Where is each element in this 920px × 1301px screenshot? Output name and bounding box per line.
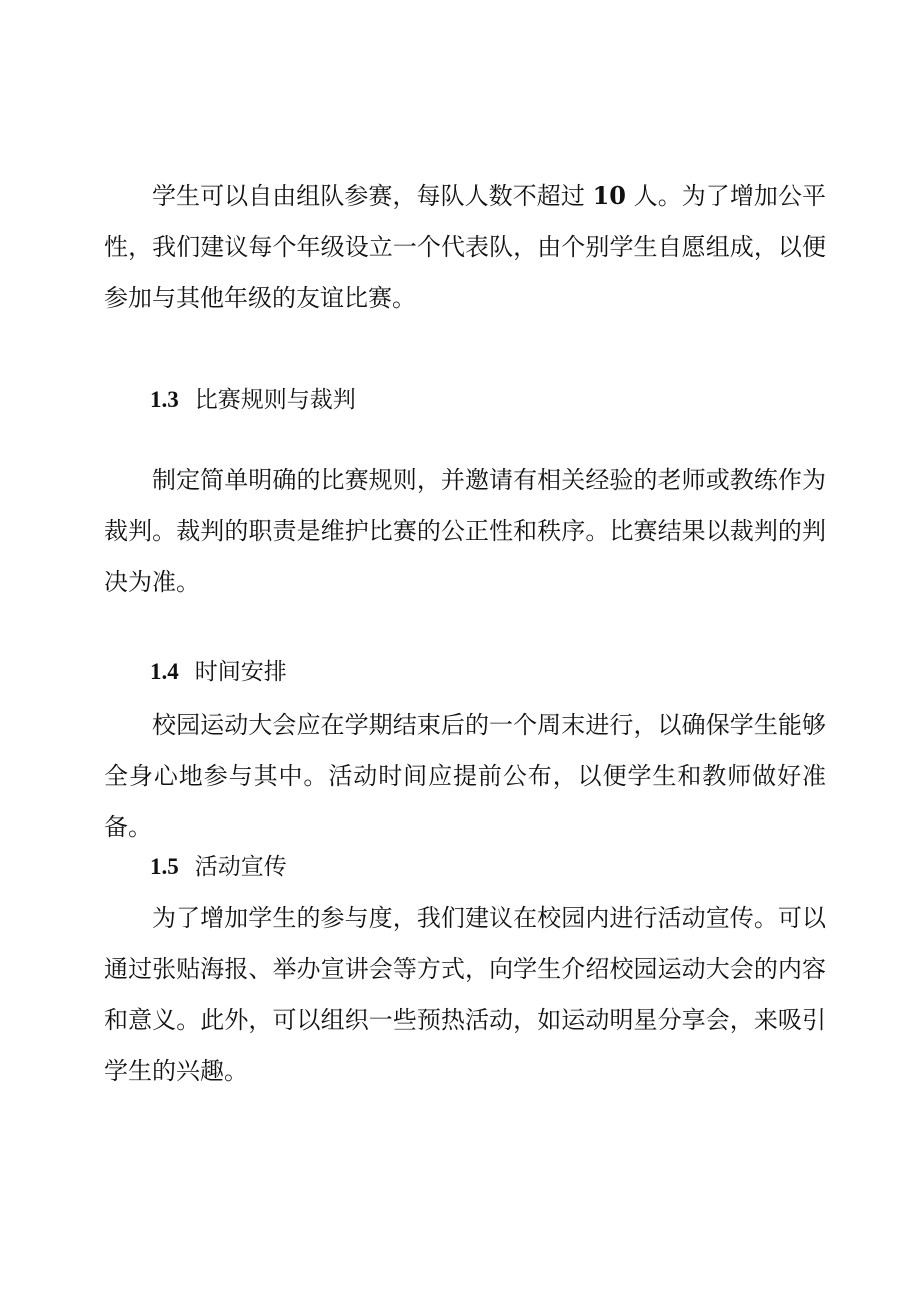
section-title: 时间安排 bbox=[194, 659, 287, 685]
section-number: 1.5 bbox=[150, 854, 179, 879]
section-title: 活动宣传 bbox=[194, 854, 287, 880]
section-heading-1-4 bbox=[150, 657, 287, 687]
section-title: 比赛规则与裁判 bbox=[194, 387, 356, 413]
paragraph-team-formation bbox=[104, 170, 826, 324]
paragraph-rules-referee: 制定简单明确的比赛规则，并邀请有相关经验的老师或教练作为裁判。裁判的职责是维护比赛的公正性和秩序。比赛结果以裁判的判决为准。 bbox=[104, 466, 826, 596]
paragraph-text: 人。为了增加公平性，我们建议每个年级设立一个代表队，由个别学生自愿组成，以便参加与其他年级的友谊比赛。 bbox=[104, 182, 826, 312]
paragraph-promotion: 为了增加学生的参与度，我们建议在校园内进行活动宣传。可以通过张贴海报、举办宣讲会等方式，向学生介绍校园运动大会的内容和意义。此外，可以组织一些预热活动，如运动明星分享会，来吸引学生的兴趣。 bbox=[104, 904, 826, 1085]
section-number: 1.4 bbox=[150, 659, 179, 684]
paragraph-schedule: 校园运动大会应在学期结束后的一个周末进行，以确保学生能够全身心地参与其中。活动时间应提前公布，以便学生和教师做好准备。 bbox=[104, 711, 826, 841]
section-number: 1.3 bbox=[150, 387, 179, 412]
paragraph-text: 学生可以自由组队参赛，每队人数不超过 bbox=[152, 182, 585, 210]
section-heading-1-5 bbox=[150, 852, 287, 882]
section-heading-1-3 bbox=[150, 385, 356, 415]
team-size-number: 10 bbox=[592, 181, 626, 210]
